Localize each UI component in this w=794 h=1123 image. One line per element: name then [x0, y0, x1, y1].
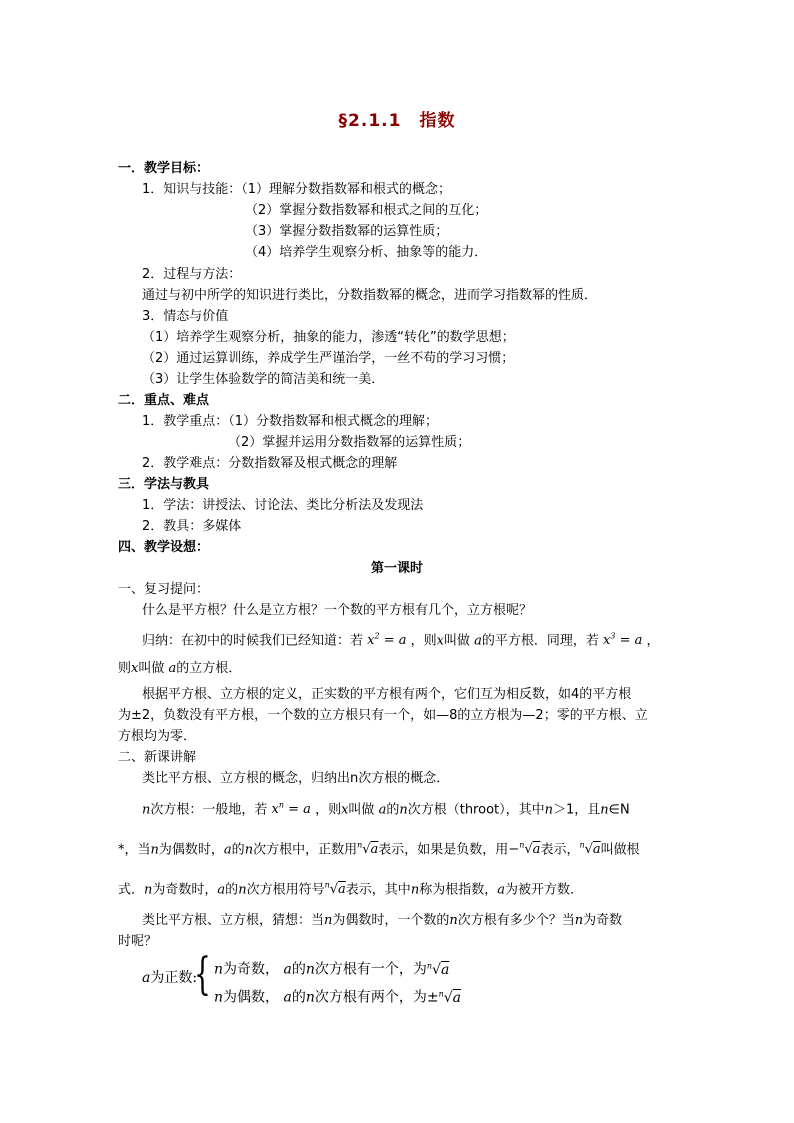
var-n: n — [410, 882, 420, 898]
var-x: x — [341, 802, 349, 818]
key-point-2: （2）掌握并运用分数指数幂的运算性质； — [228, 435, 471, 450]
process-method-text: 通过与初中所学的知识进行类比，分数指数幂的概念，进而学习指数幂的性质． — [142, 288, 598, 303]
formula-row-even-c: 次方根有两个，为± — [314, 989, 439, 1006]
def-text-e: 次方根（throot），其中 — [407, 802, 545, 818]
def-text-o: 式． — [118, 882, 145, 898]
summary-text-e: ， — [646, 633, 660, 649]
var-a: a — [497, 882, 505, 898]
def-text-g: ∈N — [608, 802, 630, 818]
method-1: 1．学法：讲授法、讨论法、类比分析法及发现法 — [142, 498, 424, 513]
var-a: a — [217, 882, 226, 898]
var-n: n — [600, 802, 609, 818]
key-point-1: 1．教学重点：（1）分数指数幂和根式概念的理解； — [142, 414, 439, 429]
def-text-h: *，当 — [118, 842, 151, 858]
formula-row-even — [214, 985, 461, 1007]
var-a: a — [223, 842, 232, 858]
emotion-value-2: （2）通过运算训练，养成学生严谨治学，一丝不苟的学习习惯； — [142, 351, 515, 366]
summary-line-1 — [142, 628, 660, 650]
summary-text-a: 归纳：在初中的时候我们已经知道：若 — [142, 633, 364, 649]
def-text-n: 叫做根 — [600, 842, 640, 858]
section-heading-keypoints: 二．重点、难点 — [118, 393, 210, 408]
process-method-label: 2．过程与方法： — [142, 267, 242, 282]
knowledge-skill-4: （4）培养学生观察分析、抽象等的能力． — [245, 245, 488, 260]
var-n: n — [150, 842, 159, 858]
def-text-m: 表示， — [540, 842, 580, 858]
def-text-p: 为奇数时， — [152, 882, 218, 898]
paragraph-line-1: 根据平方根、立方根的定义，正实数的平方根有两个，它们互为相反数，如4的平方根 — [142, 687, 632, 702]
summary-line-2 — [118, 660, 241, 678]
def-text-u: 为被开方数． — [504, 882, 583, 898]
def-text-j: 的 — [231, 842, 245, 858]
summary-text-f: 则 — [118, 661, 132, 676]
var-a: a — [279, 961, 292, 978]
def-text-i: 为偶数时， — [158, 842, 224, 858]
var-a: a — [470, 633, 482, 649]
var-x: x — [131, 661, 139, 676]
difficult-point: 2．教学难点：分数指数幂及根式概念的理解 — [142, 456, 398, 471]
var-n: n — [449, 913, 458, 928]
knowledge-skill-3: （3）掌握分数指数幂的运算性质； — [245, 224, 449, 239]
var-a: a — [142, 970, 151, 986]
section-heading-design: 四、教学设想： — [118, 540, 210, 555]
paragraph-line-3: 方根均为零． — [118, 729, 197, 744]
left-brace: { — [194, 949, 211, 1000]
lesson-label: 第一课时 — [370, 561, 423, 576]
formula-label — [142, 969, 197, 987]
def-text-s: 表示，其中 — [345, 882, 411, 898]
method-2: 2．教具：多媒体 — [142, 519, 242, 534]
knowledge-skill-2: （2）掌握分数指数幂和根式之间的互化； — [245, 203, 488, 218]
summary-text-h: 的立方根． — [176, 661, 242, 676]
conjecture-line-2: 时呢？ — [118, 934, 158, 949]
nth-root-symbol: $^n$√a — [438, 989, 462, 1006]
section-heading-methods: 三．学法与教具 — [118, 477, 210, 492]
definition-line-2 — [118, 837, 640, 859]
def-text-d: 的 — [386, 802, 400, 818]
def-text-a: 次方根：一般地，若 — [150, 802, 268, 818]
conj-text-a: 类比平方根、立方根，猜想：当 — [142, 913, 325, 928]
emotion-value-1: （1）培养学生观察分析，抽象的能力，渗透“转化”的数学思想； — [142, 330, 515, 345]
var-n: n — [305, 989, 315, 1006]
summary-text-c: 叫做 — [443, 633, 470, 649]
page-title: §2.1.1 指数 — [338, 111, 456, 131]
var-a: a — [164, 661, 177, 676]
definition-line-3 — [118, 877, 583, 899]
def-text-t: 称为根指数， — [419, 882, 498, 898]
var-n: n — [144, 882, 153, 898]
formula-row-even-a: 为偶数， — [223, 989, 280, 1006]
var-n: n — [324, 913, 333, 928]
formula-nth-power: $x^n = a$ — [267, 801, 316, 818]
conj-text-d: 为奇数 — [583, 913, 623, 928]
formula-square: $x^2 = a$ — [363, 632, 411, 649]
review-heading: 一、复习提问： — [118, 582, 210, 597]
var-x: x — [436, 633, 444, 649]
conj-text-c: 次方根有多少个？当 — [457, 913, 575, 928]
emotion-value-label: 3．情态与价值 — [142, 309, 229, 324]
conj-text-b: 为偶数时，一个数的 — [332, 913, 450, 928]
review-question: 什么是平方根？什么是立方根？一个数的平方根有几个，立方根呢？ — [142, 603, 533, 618]
paragraph-line-2: 为±2，负数没有平方根，一个数的立方根只有一个，如—8的立方根为—2；零的平方根、立 — [118, 708, 648, 723]
nth-root-symbol: $^n$√a — [357, 841, 379, 858]
def-text-k: 次方根中，正数用 — [253, 842, 358, 858]
nth-root-symbol: $^n$√a — [579, 841, 601, 858]
def-text-c: 叫做 — [348, 802, 375, 818]
knowledge-skill-1: 1．知识与技能：（1）理解分数指数幂和根式的概念； — [142, 182, 452, 197]
formula-row-odd — [214, 957, 449, 979]
negative-nth-root-symbol: −$^n$√a — [508, 841, 541, 858]
var-a: a — [279, 989, 292, 1006]
formula-row-even-b: 的 — [291, 989, 306, 1006]
nth-root-symbol: $^n$√a — [324, 881, 346, 898]
var-n: n — [544, 802, 553, 818]
summary-text-d: 的平方根．同理，若 — [481, 633, 599, 649]
summary-text-g: 叫做 — [138, 661, 165, 676]
def-text-r: 次方根用符号 — [246, 882, 325, 898]
summary-text-b: ，则 — [410, 633, 437, 649]
var-n: n — [214, 961, 224, 978]
var-a: a — [374, 802, 387, 818]
var-n: n — [214, 989, 224, 1006]
emotion-value-3: （3）让学生体验数学的简洁美和统一美． — [142, 372, 385, 387]
var-n: n — [305, 961, 315, 978]
nth-root-symbol: $^n$√a — [426, 961, 450, 978]
def-text-q: 的 — [225, 882, 239, 898]
formula-cube: $x^3 = a$ — [598, 632, 647, 649]
formula-label-text: 为正数: — [150, 970, 198, 986]
formula-row-odd-b: 的 — [291, 961, 306, 978]
formula-row-odd-a: 为奇数， — [223, 961, 280, 978]
section-heading-objectives: 一．教学目标： — [118, 161, 210, 176]
var-n: n — [238, 882, 247, 898]
var-n: n — [574, 913, 584, 928]
def-text-l: 表示，如果是负数，用 — [378, 842, 509, 858]
var-n: n — [142, 802, 151, 818]
conjecture-line-1 — [142, 912, 622, 930]
var-n: n — [244, 842, 254, 858]
definition-line-1 — [142, 797, 630, 819]
def-text-f: ＞1，且 — [553, 802, 601, 818]
def-text-b: ，则 — [315, 802, 342, 818]
new-lesson-intro: 类比平方根、立方根的概念，归纳出n次方根的概念． — [142, 771, 450, 786]
var-n: n — [399, 802, 408, 818]
formula-row-odd-c: 次方根有一个，为 — [314, 961, 427, 978]
new-lesson-heading: 二、新课讲解 — [118, 750, 197, 765]
